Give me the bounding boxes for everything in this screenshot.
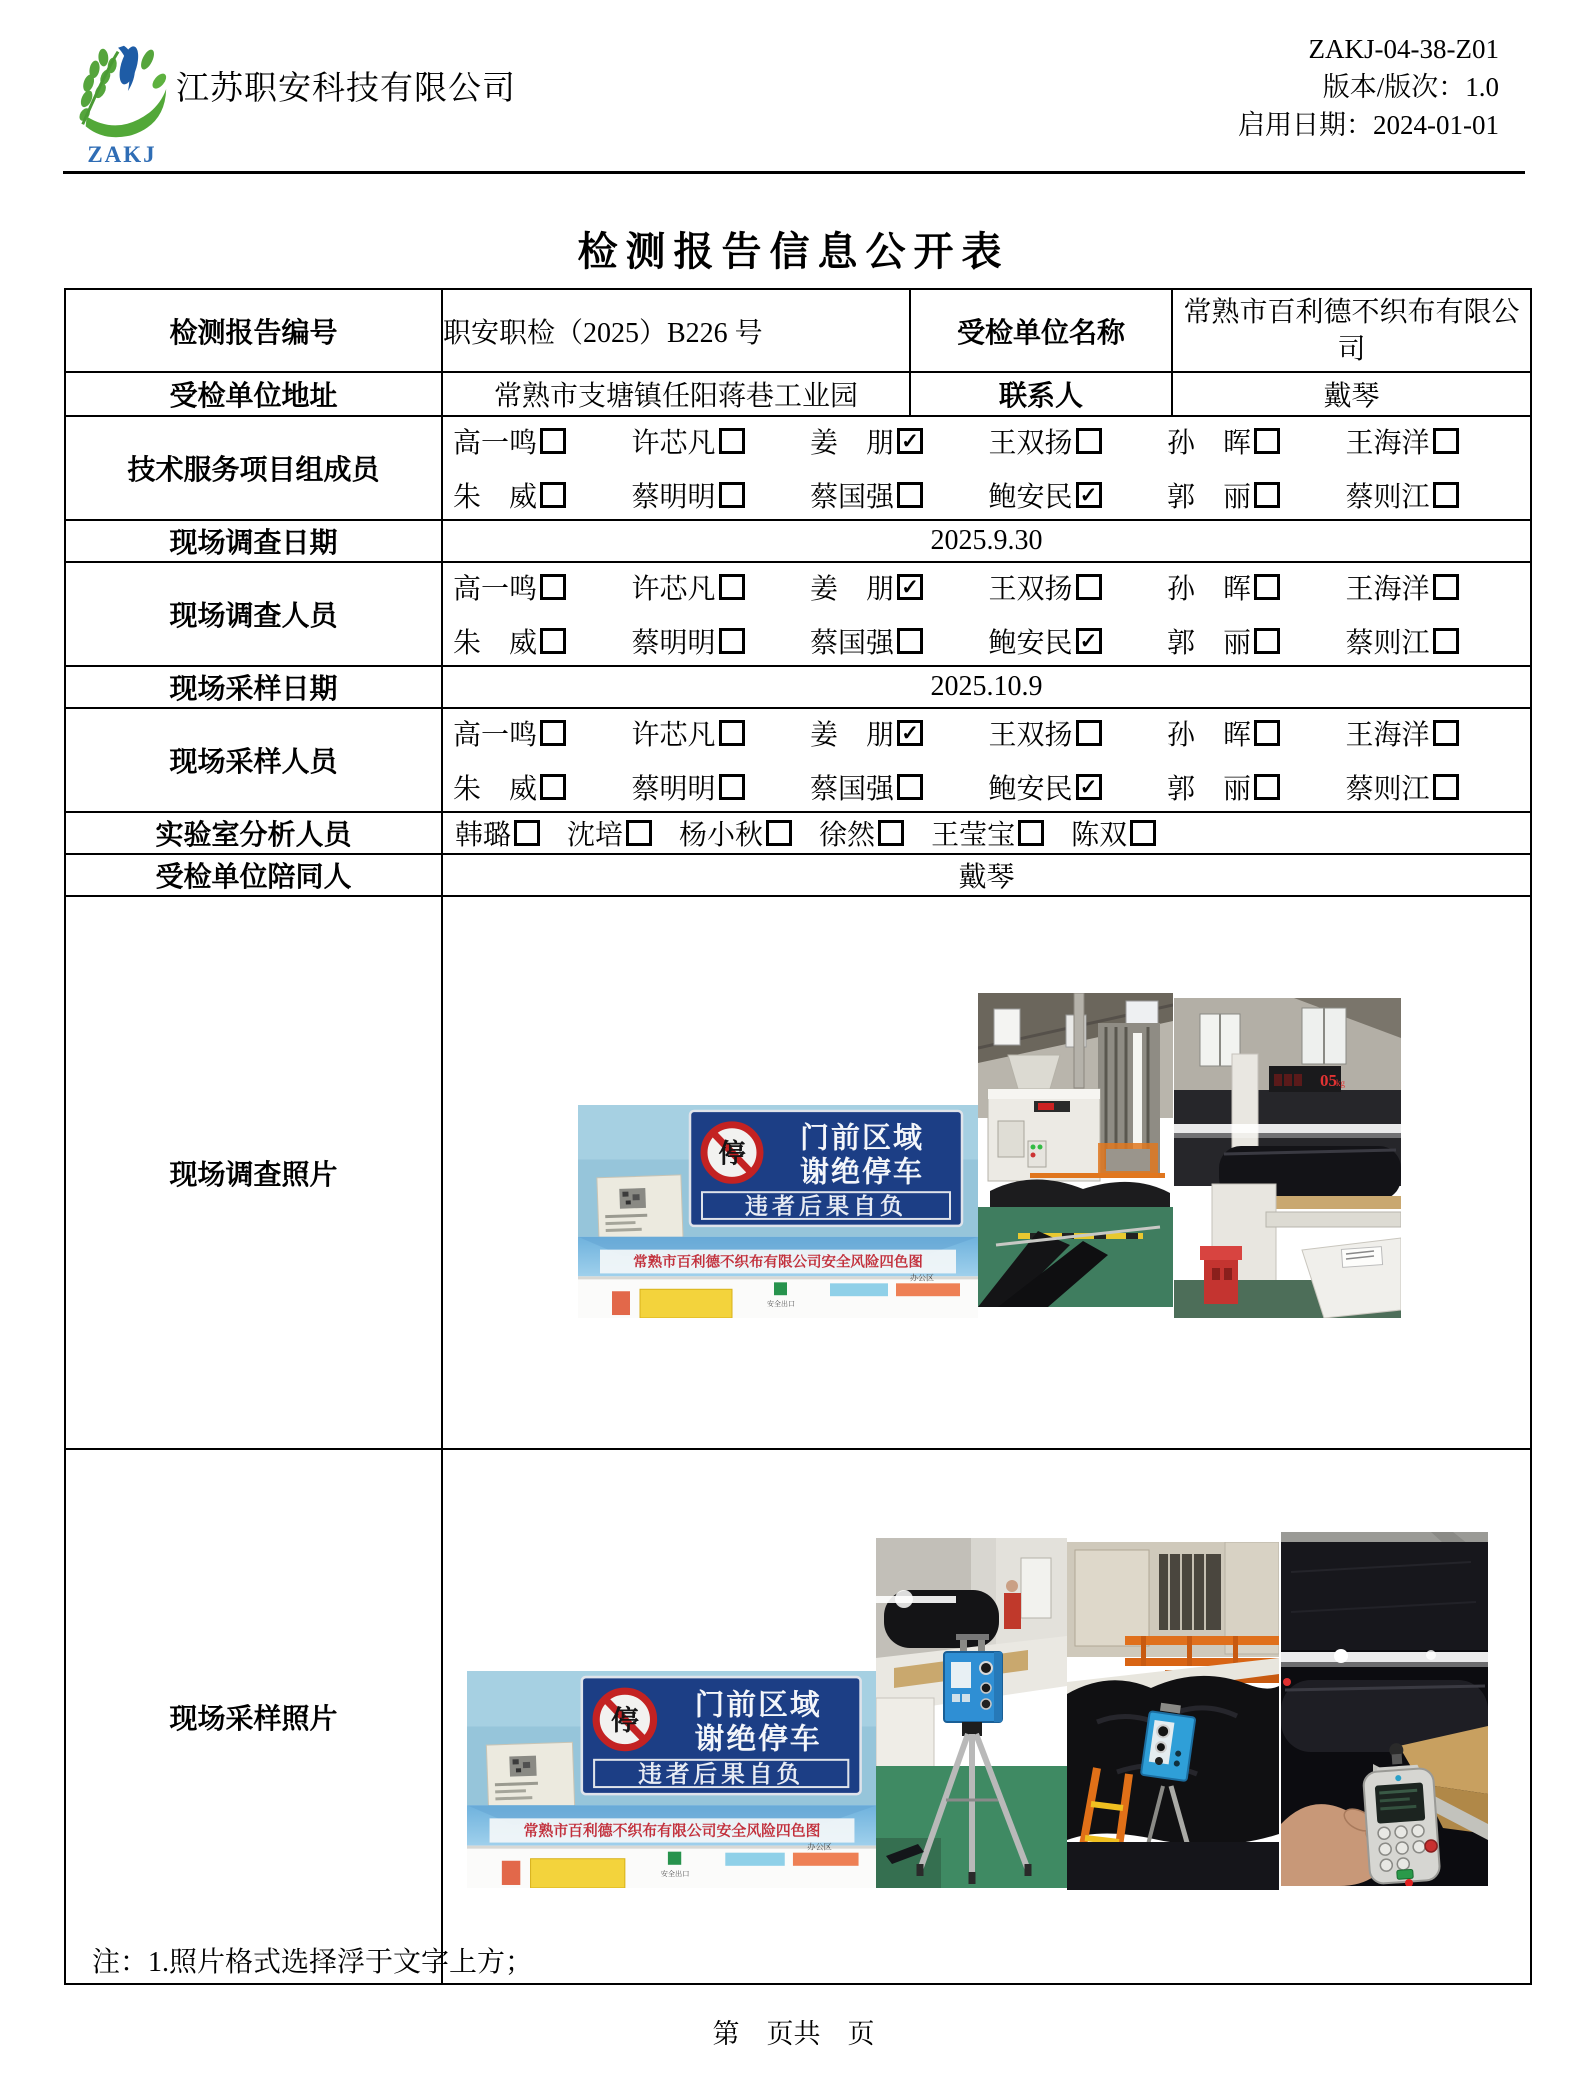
member-name: 孙 晖 [1167, 574, 1252, 605]
report-info-table [64, 288, 1532, 1985]
survey-staff-cell [442, 562, 1531, 666]
member-name: 高一鸣 [453, 720, 538, 751]
map-exit-label: 安全出口 [767, 1300, 795, 1309]
member-name: 许芯凡 [631, 574, 716, 605]
member-name: 孙 晖 [1167, 428, 1252, 459]
unit-name-label: 受检单位名称 [910, 289, 1172, 372]
led-display-value: 05 [1320, 1071, 1337, 1090]
team-members-cell [442, 416, 1531, 520]
member-name: 王双扬 [988, 428, 1073, 459]
member-name: 王海洋 [1345, 428, 1430, 459]
checkbox-empty-icon [540, 720, 566, 746]
sampling-staff-cell [442, 708, 1531, 812]
table-row [65, 1449, 1531, 1984]
lab-staff-cell [442, 812, 1531, 854]
member-item [1167, 767, 1346, 807]
checkbox-empty-icon [1254, 774, 1280, 800]
member-item [810, 567, 989, 607]
member-name: 王海洋 [1345, 720, 1430, 751]
member-item [1346, 713, 1525, 753]
checkbox-empty-icon [1433, 574, 1459, 600]
contact-label: 联系人 [910, 372, 1172, 416]
report-no-value: 职安职检（2025）B226 号 [442, 289, 910, 372]
table-row [65, 372, 1531, 416]
checkbox-empty-icon [1433, 428, 1459, 454]
member-name: 蔡则江 [1345, 774, 1430, 805]
footnote: 注：1.照片格式选择浮于文字上方； [92, 1947, 534, 1978]
member-item [989, 475, 1168, 515]
survey-photo-workshop-1 [978, 993, 1173, 1307]
document-meta [1238, 30, 1499, 144]
member-item [810, 421, 989, 461]
sign-line1: 门前区域 [800, 1122, 924, 1155]
checkbox-empty-icon [719, 574, 745, 600]
companion-label: 受检单位陪同人 [65, 854, 442, 896]
member-item [1346, 567, 1525, 607]
member-name: 杨小秋 [679, 820, 764, 851]
checkbox-empty-icon [1254, 482, 1280, 508]
company-name: 江苏职安科技有限公司 [176, 71, 516, 107]
member-name: 蔡明明 [631, 628, 716, 659]
member-item [810, 767, 989, 807]
member-item [1346, 621, 1525, 661]
member-name: 蔡则江 [1345, 628, 1430, 659]
member-name: 蔡明明 [631, 774, 716, 805]
sampling-photo-sound-meter [1281, 1532, 1488, 1886]
checkbox-empty-icon [878, 820, 904, 846]
sampling-staff-label: 现场采样人员 [65, 708, 442, 812]
member-name: 韩璐 [455, 820, 512, 851]
table-row [65, 854, 1531, 896]
member-item [1167, 567, 1346, 607]
member-item [1167, 475, 1346, 515]
survey-date-label: 现场调查日期 [65, 520, 442, 562]
sign-stop-char: 停 [611, 1705, 639, 1736]
logo-graphic [72, 34, 172, 142]
checkbox-empty-icon [719, 774, 745, 800]
table-row [65, 562, 1531, 666]
member-item [1346, 421, 1525, 461]
sign-stop-char: 停 [718, 1138, 746, 1169]
checkbox-empty-icon [1254, 428, 1280, 454]
member-name: 王莹宝 [931, 820, 1016, 851]
checkbox-empty-icon [540, 482, 566, 508]
member-name: 高一鸣 [453, 428, 538, 459]
checkbox-empty-icon [897, 774, 923, 800]
member-name: 朱 威 [453, 628, 538, 659]
member-item [1167, 621, 1346, 661]
survey-photos-cell [442, 896, 1531, 1449]
member-name: 沈培 [567, 820, 624, 851]
led-display-unit: kg [1336, 1078, 1345, 1088]
member-name: 姜 朋 [810, 574, 895, 605]
checkbox-checked-icon: ✓ [1076, 774, 1102, 800]
checkbox-empty-icon [766, 820, 792, 846]
member-item [632, 475, 811, 515]
member-name: 鲍安民 [988, 628, 1073, 659]
page-title: 检测报告信息公开表 [577, 229, 1010, 274]
member-item [632, 421, 811, 461]
checkbox-empty-icon [1433, 720, 1459, 746]
companion-value: 戴琴 [442, 854, 1531, 896]
checkbox-empty-icon [540, 574, 566, 600]
table-row [65, 896, 1531, 1449]
survey-photo-sign [578, 1105, 978, 1318]
checkbox-checked-icon: ✓ [1076, 482, 1102, 508]
map-office-label: 办公区 [910, 1273, 934, 1283]
member-name: 王双扬 [988, 574, 1073, 605]
sampling-staff-list [443, 709, 1530, 811]
doc-code: ZAKJ-04-38-Z01 [1308, 34, 1499, 64]
sampling-photo-fiber-sampler [1067, 1542, 1279, 1890]
member-item [1167, 421, 1346, 461]
checkbox-empty-icon [1254, 628, 1280, 654]
doc-version: 版本/版次：1.0 [1322, 72, 1499, 102]
banner-text: 常熟市百利德不织布有限公司安全风险四色图 [633, 1254, 923, 1271]
member-name: 蔡则江 [1345, 482, 1430, 513]
checkbox-empty-icon [540, 428, 566, 454]
member-name: 姜 朋 [810, 428, 895, 459]
checkbox-empty-icon [1254, 574, 1280, 600]
member-name: 蔡国强 [810, 482, 895, 513]
checkbox-empty-icon [719, 628, 745, 654]
lab-staff-list [443, 813, 1530, 853]
sampling-photo-sign [467, 1671, 877, 1888]
table-row [65, 416, 1531, 520]
survey-date-value: 2025.9.30 [442, 520, 1531, 562]
member-name: 许芯凡 [631, 428, 716, 459]
table-row [65, 289, 1531, 372]
checkbox-empty-icon [719, 720, 745, 746]
member-name: 郭 丽 [1167, 628, 1252, 659]
member-name: 高一鸣 [453, 574, 538, 605]
company-logo-icon [72, 34, 172, 142]
member-name: 王海洋 [1345, 574, 1430, 605]
sampling-date-label: 现场采样日期 [65, 666, 442, 708]
member-name: 王双扬 [988, 720, 1073, 751]
checkbox-empty-icon [1076, 720, 1102, 746]
checkbox-empty-icon [1254, 720, 1280, 746]
unit-name-value: 常熟市百利德不织布有限公司 [1172, 289, 1531, 372]
member-name: 朱 威 [453, 482, 538, 513]
unit-addr-label: 受检单位地址 [65, 372, 442, 416]
checkbox-empty-icon [897, 628, 923, 654]
logo-caption: ZAKJ [87, 142, 157, 167]
member-item [567, 813, 652, 853]
member-name: 朱 威 [453, 774, 538, 805]
member-item [810, 621, 989, 661]
member-name: 郭 丽 [1167, 774, 1252, 805]
member-item [453, 475, 632, 515]
member-item [819, 813, 904, 853]
checkbox-empty-icon [626, 820, 652, 846]
sampling-photos-cell [442, 1449, 1531, 1984]
checkbox-checked-icon: ✓ [897, 574, 923, 600]
member-item [632, 567, 811, 607]
checkbox-empty-icon [1433, 628, 1459, 654]
contact-value: 戴琴 [1172, 372, 1531, 416]
checkbox-empty-icon [540, 774, 566, 800]
checkbox-empty-icon [1130, 820, 1156, 846]
header-divider [63, 171, 1525, 174]
member-item [989, 713, 1168, 753]
member-item [453, 767, 632, 807]
member-item [679, 813, 792, 853]
page-number: 第 页共 页 [712, 2019, 875, 2049]
member-item [632, 621, 811, 661]
checkbox-empty-icon [540, 628, 566, 654]
member-item [1346, 767, 1525, 807]
member-item [810, 713, 989, 753]
member-name: 陈双 [1071, 820, 1128, 851]
member-name: 蔡国强 [810, 774, 895, 805]
member-item [632, 767, 811, 807]
checkbox-checked-icon: ✓ [897, 428, 923, 454]
unit-addr-value: 常熟市支塘镇任阳蒋巷工业园 [442, 372, 910, 416]
sampling-photos-label: 现场采样照片 [65, 1449, 442, 1984]
member-item [810, 475, 989, 515]
sign-line2: 谢绝停车 [800, 1156, 924, 1189]
member-name: 蔡国强 [810, 628, 895, 659]
checkbox-empty-icon [719, 482, 745, 508]
member-name: 鲍安民 [988, 482, 1073, 513]
member-item [453, 713, 632, 753]
checkbox-empty-icon [1433, 774, 1459, 800]
checkbox-empty-icon [719, 428, 745, 454]
table-row [65, 812, 1531, 854]
sign-line2: 谢绝停车 [694, 1723, 822, 1756]
table-row [65, 666, 1531, 708]
member-name: 姜 朋 [810, 720, 895, 751]
report-no-label: 检测报告编号 [65, 289, 442, 372]
survey-photo-workshop-2 [1174, 998, 1401, 1318]
map-exit-label: 安全出口 [660, 1869, 690, 1878]
member-item [632, 713, 811, 753]
sign-line3: 违者后果自负 [745, 1194, 907, 1219]
checkbox-empty-icon [897, 482, 923, 508]
checkbox-empty-icon [1076, 574, 1102, 600]
checkbox-empty-icon [514, 820, 540, 846]
member-name: 徐然 [819, 820, 876, 851]
checkbox-empty-icon [1018, 820, 1044, 846]
survey-photos-label: 现场调查照片 [65, 896, 442, 1449]
member-name: 鲍安民 [988, 774, 1073, 805]
table-row [65, 520, 1531, 562]
member-name: 郭 丽 [1167, 482, 1252, 513]
member-item [989, 767, 1168, 807]
sampling-photo-tripod-sampler [876, 1538, 1067, 1888]
sampling-date-value: 2025.10.9 [442, 666, 1531, 708]
lab-staff-label: 实验室分析人员 [65, 812, 442, 854]
survey-staff-list [443, 563, 1530, 665]
doc-enable-date: 启用日期：2024-01-01 [1238, 110, 1499, 140]
member-item [453, 567, 632, 607]
member-name: 许芯凡 [631, 720, 716, 751]
team-members-list [443, 417, 1530, 519]
member-item [931, 813, 1044, 853]
checkbox-checked-icon: ✓ [897, 720, 923, 746]
member-item [989, 421, 1168, 461]
member-item [455, 813, 540, 853]
member-item [1071, 813, 1156, 853]
sign-line1: 门前区域 [694, 1689, 822, 1722]
banner-text: 常熟市百利德不织布有限公司安全风险四色图 [523, 1823, 821, 1840]
member-name: 孙 晖 [1167, 720, 1252, 751]
checkbox-empty-icon [1433, 482, 1459, 508]
member-item [453, 621, 632, 661]
member-item [1167, 713, 1346, 753]
member-item [989, 621, 1168, 661]
member-item [989, 567, 1168, 607]
map-office-label: 办公区 [807, 1842, 832, 1852]
member-item [453, 421, 632, 461]
member-name: 蔡明明 [631, 482, 716, 513]
sign-line3: 违者后果自负 [638, 1762, 805, 1788]
table-row [65, 708, 1531, 812]
survey-staff-label: 现场调查人员 [65, 562, 442, 666]
checkbox-checked-icon: ✓ [1076, 628, 1102, 654]
checkbox-empty-icon [1076, 428, 1102, 454]
team-label: 技术服务项目组成员 [65, 416, 442, 520]
member-item [1346, 475, 1525, 515]
